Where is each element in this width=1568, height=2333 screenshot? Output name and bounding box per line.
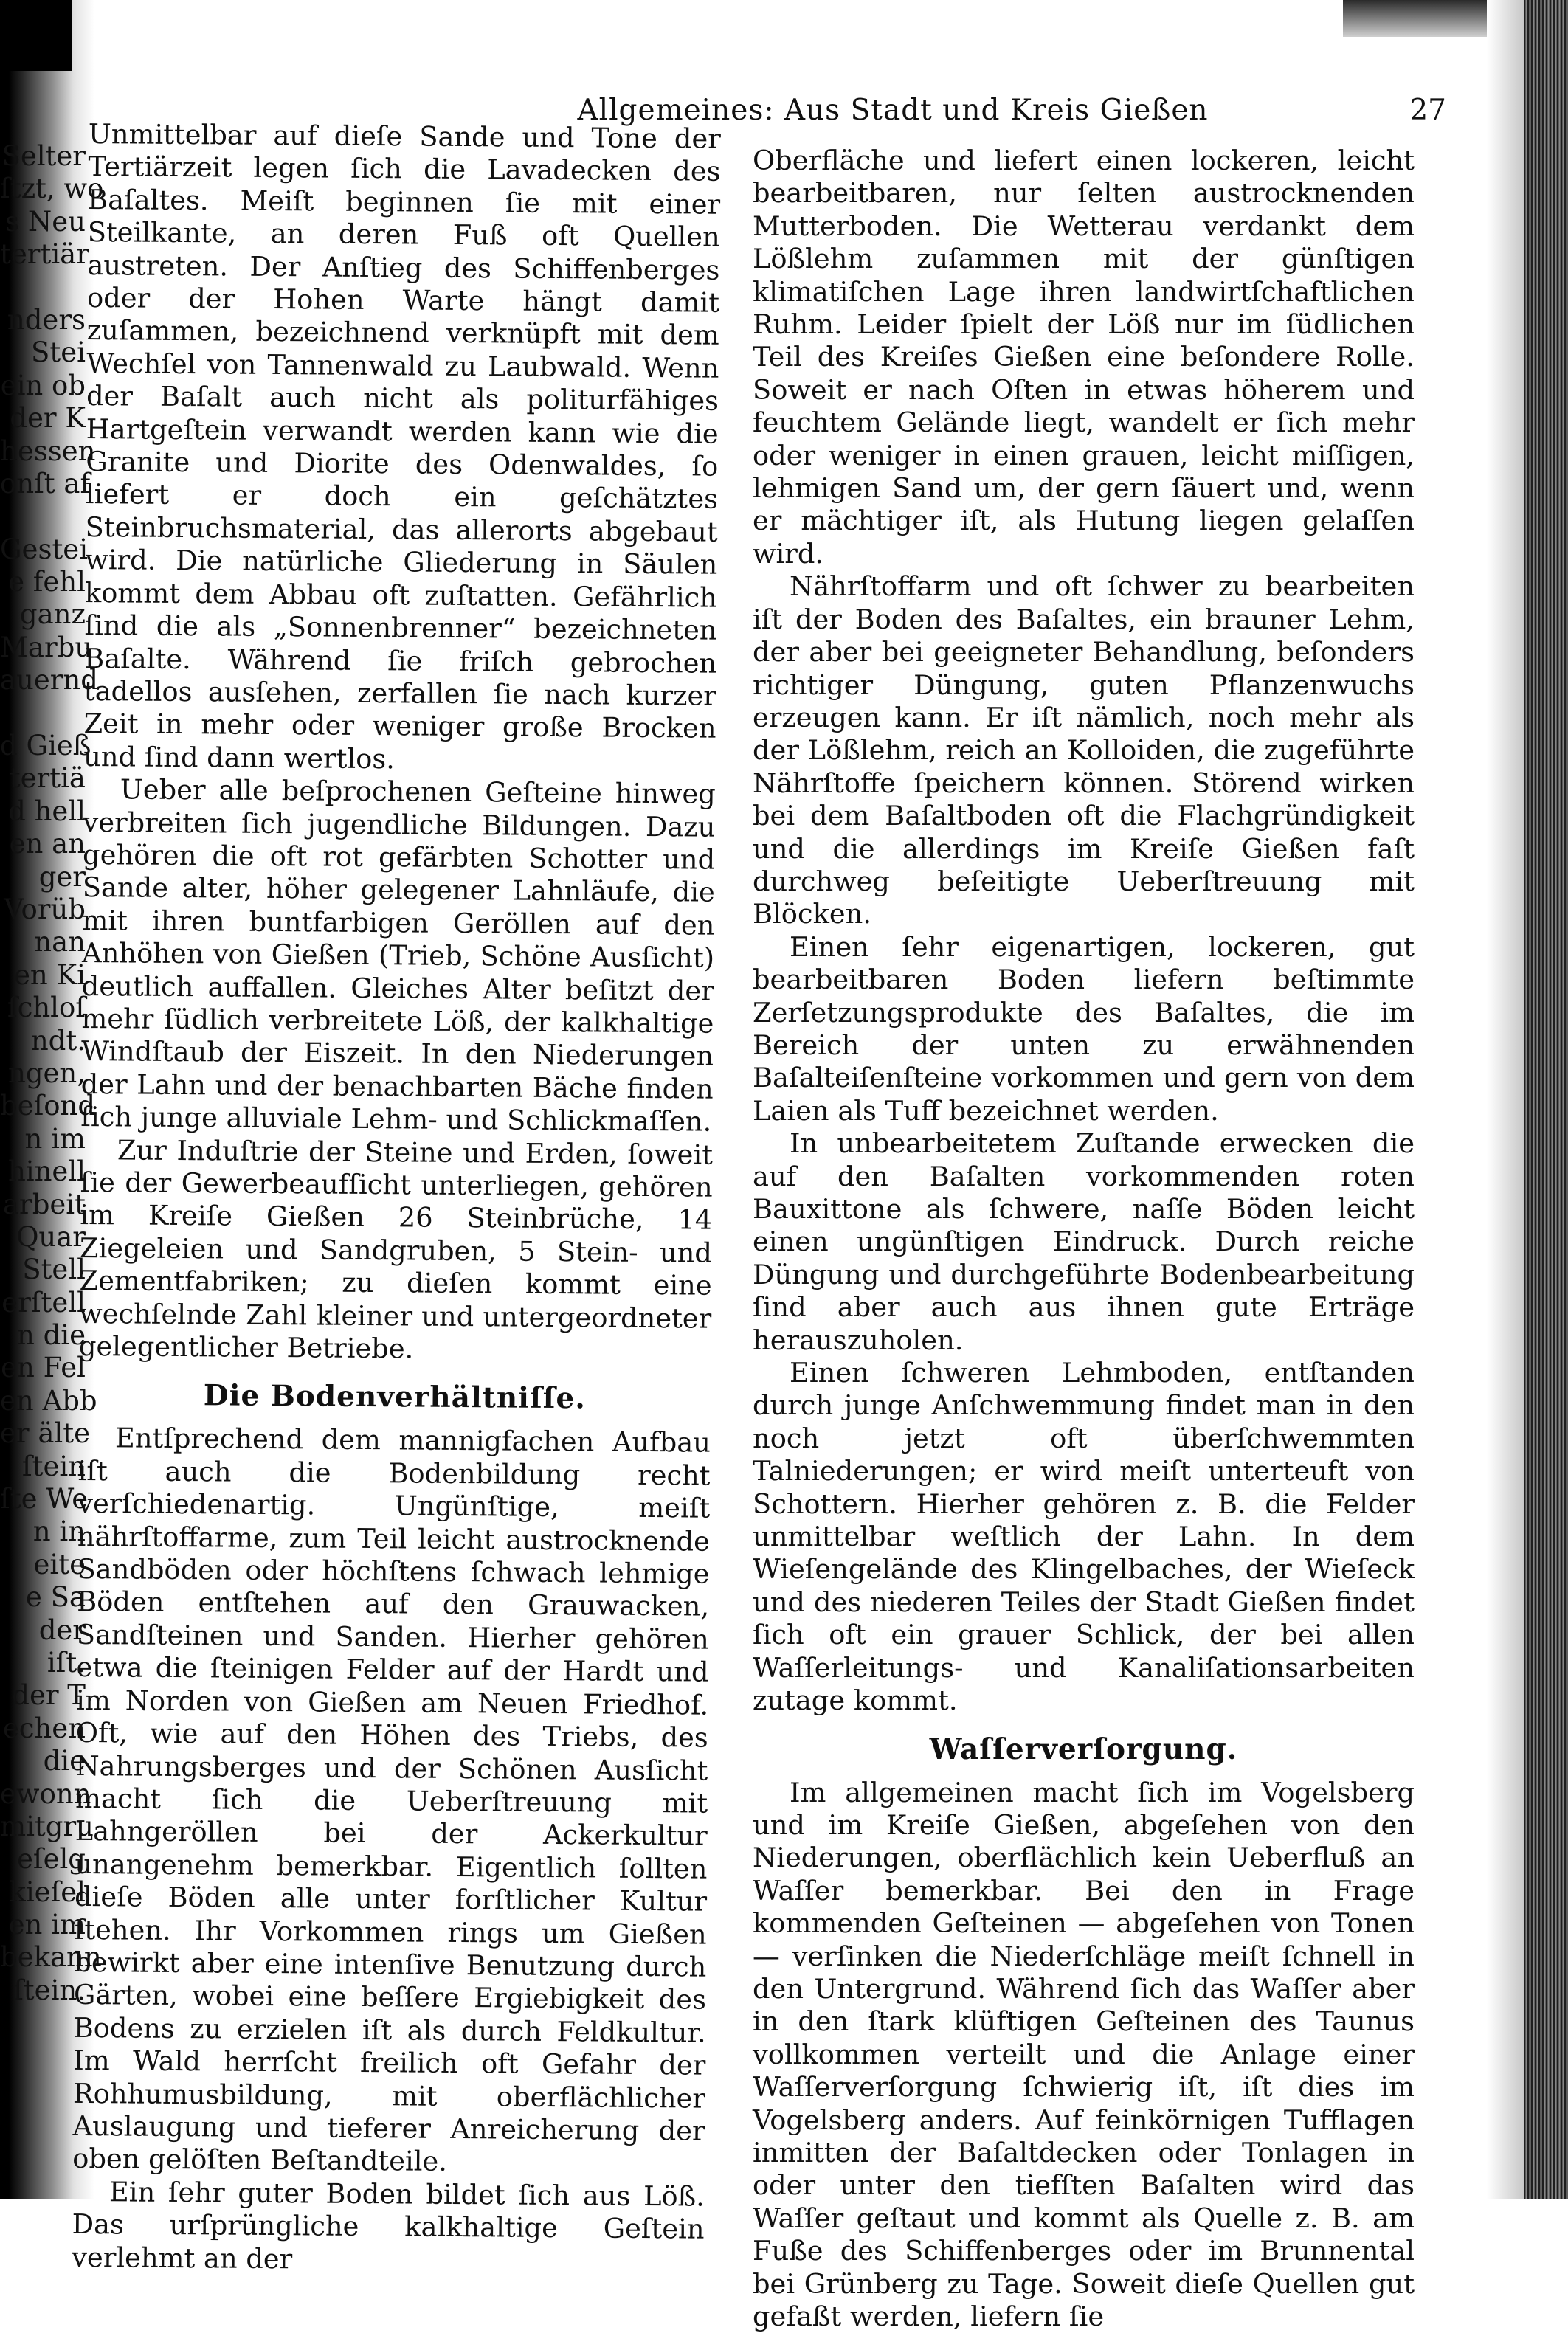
facing-page-line: d Gieß [0,730,89,762]
paragraph: Einen ſchweren Lehmboden, entſtanden durch junge Anſchwemmung findet man in den noch jetzt oft überſchwemmten Talniederungen; er wird meiſt unterteuft von Schottern. Hierher gehören z. B. die Felder unmittelbar weſtlich der Lahn. In dem Wieſengelände des Klingelbaches, der Wieſeck und des niederen Teiles der Stadt Gießen findet ſich oft ein grauer Schlick, der bei allen Waſſerleitungs- und Kanaliſationsarbeiten zutage kommt. [753,1357,1415,1717]
facing-page-line: arbeit [0,1189,89,1221]
facing-page-line: er älte [0,1417,89,1450]
facing-page-line: ganz [0,598,89,631]
paragraph: In unbearbeitetem Zuſtande erwecken die auf den Baſalten vorkommenden roten Bauxittone als ſchwere, naſſe Böden leicht einen ungünſtigen Eindruck. Durch reiche Düngung und durchgeführte Bodenbearbeitung ſind aber auch aus ihnen gute Erträge herauszuholen. [753,1127,1415,1357]
paragraph: Nährſtoffarm und oft ſchwer zu bearbeiten iſt der Boden des Baſaltes, ein brauner Lehm, der aber bei geeigneter Behandlung, beſonders richtiger Düngung, guten Pflanzenwuchs erzeugen kann. Er iſt nämlich, noch mehr als der Lößlehm, reich an Kolloiden, die zugeführte Nährſtoffe ſpeichern können. Störend wirken bei dem Baſaltboden oft die Flachgründigkeit und die allerdings im Kreiſe Gießen faſt durchweg beſeitigte Ueberſtreuung mit Blöcken. [753,570,1415,930]
facing-page-line: Quar [0,1221,89,1254]
facing-page-line: onſt af [0,468,89,500]
facing-page-line: beſond [0,1090,89,1122]
facing-page-line: Stei [0,336,89,369]
page-edge-stack [1524,0,1568,2199]
paragraph: Zur Induſtrie der Steine und Erden, ſoweit ſie der Gewerbeaufſicht unterliegen, gehören im Kreiſe Gießen 26 Steinbrüche, 14 Ziegeleien und Sandgruben, 5 Stein- und Zementfabriken; zu dieſen kommt eine wechſelnde Zahl kleiner und untergeordneter gelegentlicher Betriebe. [79,1134,713,1369]
left-column [72,118,721,2167]
facing-page-line [0,697,89,730]
facing-page-line: ſtzt, wo [0,173,89,205]
facing-page-line: die [0,1745,89,1777]
binding-tab [7,0,72,71]
facing-page-line: iſt. [0,1647,89,1679]
facing-page-line: n in [0,1515,89,1548]
facing-page-line: der T [0,1679,89,1712]
facing-page-line: echen [0,1712,89,1745]
section-heading: Waſſerverſorgung. [753,1731,1415,1768]
facing-page-line: Stell [0,1254,89,1286]
page-edge-shade [1487,0,1524,2199]
facing-page-line: eite [0,1549,89,1581]
facing-page-line: en Ki [0,959,89,992]
facing-page-line: eſelg [0,1843,89,1876]
facing-page-line: ein ob [0,370,89,402]
facing-page-line: auernd [0,664,89,697]
facing-page-line: ger [0,861,89,894]
facing-page-line: ngen, [0,1057,89,1090]
paragraph: Ueber alle beſprochenen Geſteine hinweg verbreiten ſich jugendliche Bildungen. Dazu gehören die oft rot gefärbten Schotter und Sande alter, höher gelegener Lahnläufe, die mit ihren buntfarbigen Geröllen auf den Anhöhen von Gießen (Trieb, Schöne Ausſicht) deutlich auffallen. Gleiches Alter beſitzt der mehr ſüdlich verbreitete Löß, der kalkhaltige Windſtaub der Eiszeit. In den Niederungen der Lahn und der benachbarten Bäche finden ſich junge alluviale Lehm- und Schlickmaſſen. [80,773,716,1138]
facing-page-line: kieſel [0,1876,89,1909]
facing-page-line: Marbu [0,632,89,664]
paragraph: Entſprechend dem mannigfachen Aufbau iſt auch die Bodenbildung recht verſchiedenartig. Ungünſtige, meiſt nährſtoffarme, zum Teil leicht austrocknende Sandböden oder höchſtens ſchwach lehmige Böden entſtehen auf den Grauwacken, Sandſteinen und Sanden. Hierher gehören etwa die ſteinigen Felder auf der Hardt und im Norden von Gießen am Neuen Friedhof. Oft, wie auf den Höhen des Triebs, des Nahrungsberges und der Schönen Ausſicht macht ſich die Ueberſtreuung mit Lahngeröllen bei der Ackerkultur unangenehm bemerkbar. Eigentlich ſollten dieſe Böden alle unter forſtlicher Kultur ſtehen. Ihr Vorkommen rings um Gießen bewirkt aber eine intenſive Benutzung durch Gärten, wobei eine beſſere Ergiebigkeit des Bodens zu erzielen iſt als durch Feldkultur. Im Wald herrſcht freilich oft Gefahr der Rohhumusbildung, mit oberflächlicher Auslaugung und tieferer Anreicherung der oben gelöſten Beſtandteile. [72,1422,711,2180]
facing-page-line: n im [0,1123,89,1155]
facing-page-line: ewonn [0,1778,89,1811]
paragraph: Oberfläche und liefert einen lockeren, leicht bearbeitbaren, nur ſelten austrocknenden Mutterboden. Die Wetterau verdankt dem Lößlehm zuſammen mit der günſtigen klimatiſchen Lage ihren landwirtſchaftlichen Ruhm. Leider ſpielt der Löß nur im ſüdlichen Teil des Kreiſes Gießen eine beſondere Rolle. Soweit er nach Oſten in etwas höherem und feuchtem Gelände liegt, wandelt er ſich mehr oder weniger in einen grauen, leicht miſſigen, lehmigen Sand um, der gern ſäuert und, wenn er mächtiger iſt, als Hutung liegen gelaſſen wird. [753,145,1415,570]
facing-page-line: d hell [0,795,89,828]
facing-page-line: der K [0,402,89,435]
facing-page-line [0,500,89,533]
facing-page-line: mitgru [0,1811,89,1843]
paragraph: Im allgemeinen macht ſich im Vogelsberg und im Kreiſe Gießen, abgeſehen von den Niederungen, oberflächlich kein Ueberfluß an Waſſer bemerkbar. Bei den in Frage kommenden Geſteinen — abgeſehen von Tonen — verſinken die Niederſchläge meiſt ſchnell in den Untergrund. Während ſich das Waſſer aber in den ſtark klüftigen Geſteinen des Taunus vollkommen verteilt und die Anlage einer Waſſerverſorgung ſchwierig iſt, iſt dies im Vogelsberg anders. Auf feinkörnigen Tufflagen inmitten der Baſaltdecken oder Tonlagen in oder unter den tiefſten Baſalten wird das Waſſer geſtaut und kommt als Quelle z. B. am Fuße des Schiffenberges oder im Brunnental bei Grünberg zu Tage. Soweit dieſe Quellen gut gefaßt werden, liefern ſie [753,1777,1415,2333]
paragraph: Ein ſehr guter Boden bildet ſich aus Löß. Das urſprüngliche kalkhaltige Geſtein verlehmt an der [72,2176,705,2279]
facing-page-line: Gestei [0,533,89,566]
facing-page-line: n die [0,1319,89,1352]
facing-page-line: en an [0,828,89,860]
facing-page-line: hessen [0,435,89,468]
facing-page-line: tertiär [0,238,89,271]
page-number: 27 [1409,87,1446,134]
facing-page-line: en Fel [0,1352,89,1384]
facing-page-line: hinell [0,1155,89,1188]
paragraph: Unmittelbar auf dieſe Sande und Tone der Tertiärzeit legen ſich die Lavadecken des Baſaltes. Meiſt beginnen ſie mit einer Steilkante, an deren Fuß oft Quellen austreten. Der Anſtieg des Schiffenberges oder der Hohen Warte hängt damit zuſammen, bezeichnend verknüpft mit dem Wechſel von Tannenwald zu Laubwald. Wenn der Baſalt auch nicht als politurfähiges Hartgeſtein verwandt werden kann wie die Granite und Diorite des Odenwaldes, ſo liefert er doch ein geſchätztes Steinbruchsmaterial, das allerorts abgebaut wird. Die natürliche Gliederung in Säulen kommt dem Abbau oft zuſtatten. Gefährlich ſind die als „Sonnenbrenner“ bezeichneten Baſalte. Während ſie friſch gebrochen tadellos ausſehen, zerfallen ſie nach kurzer Zeit in mehr oder weniger große Brocken und ſind dann wertlos. [83,118,721,778]
facing-page-line: en Abb [0,1385,89,1417]
facing-page-line: Selter [0,140,89,173]
facing-page-line: Vorüb [0,894,89,926]
paragraph: Einen ſehr eigenartigen, lockeren, gut bearbeitbaren Boden liefern beſtimmte Zerſetzungsprodukte des Baſaltes, die im Bereich der unten zu erwähnenden Baſalteiſenſteine vorkommen und gern von dem Laien als Tuff bezeichnet werden. [753,931,1415,1127]
facing-page-line: en im [0,1909,89,1941]
facing-page-line: ndt. [0,1025,89,1057]
right-column [753,145,1415,2166]
facing-page-line: bekann [0,1941,89,1974]
facing-page-line: ſte We [0,1483,89,1515]
facing-page-line [0,272,89,304]
facing-page-line: erſtell [0,1287,89,1319]
facing-page-line: nders [0,304,89,336]
facing-page-line: e fehl [0,566,89,598]
facing-page-line: ſchloſ [0,992,89,1024]
facing-page-line: tertiä [0,762,89,795]
facing-page-line: e Sa [0,1581,89,1614]
facing-page-line: s Neu [0,206,89,238]
header-title: Allgemeines: Aus Stadt und Kreis Gießen [435,87,1350,134]
facing-page-line: der [0,1614,89,1647]
facing-page-line: nan [0,926,89,958]
facing-page-line: ſtein. [0,1974,89,2007]
section-heading: Die Bodenverhältniſſe. [78,1376,711,1418]
facing-page-line: ſtein [0,1451,89,1483]
